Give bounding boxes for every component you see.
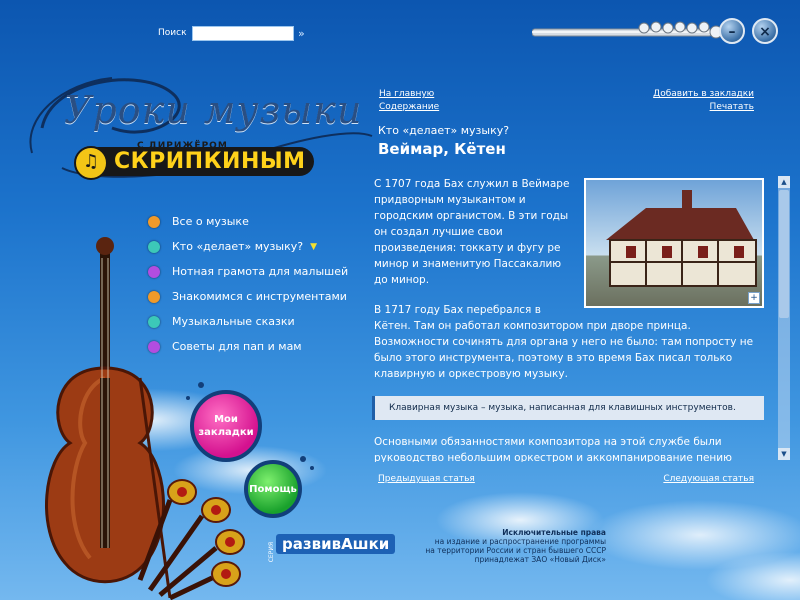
article-paragraph: В 1717 году Бах перебрался в Кётен. Там он работал композитором при дворе принца. Возможности сочинять для органа у него не было: там попросту не было этого инструмента, поэтому в это время Бах писал только клавирную и оркестровую музыку. [374,304,754,380]
article-scrollbar[interactable] [778,176,790,460]
article-paragraph: С 1707 года Бах служил в Веймаре придворным музыкантом и городским органистом. В эти годы он создал лучшие свои произведения: токкату и фугу ре минор и знаменитую Пассакалию до минор. [374,178,570,286]
menu-bullet-icon [148,341,160,353]
logo-subtitle: СКРИПКИНЫМ [84,147,314,176]
search-input[interactable] [192,26,294,41]
help-button[interactable]: Помощь [244,460,302,518]
menu-bullet-icon [148,266,160,278]
add-bookmark-link[interactable]: Добавить в закладки [653,89,754,99]
decoration-dot [310,466,314,470]
music-note-icon: ♫ [74,146,108,180]
contents-link[interactable]: Содержание [379,102,440,112]
menu-item-label: Музыкальные сказки [172,315,295,328]
section-title: Кто «делает» музыку? [378,124,510,137]
menu-item-instruments[interactable] [148,290,347,303]
series-label: СЕРИЯ [268,542,275,563]
scroll-down-arrow-icon[interactable]: ▼ [778,448,790,460]
menu-item-label: Все о музыке [172,215,249,228]
article-body [372,176,764,462]
decoration-dot [186,396,190,400]
definition-box: Клавирная музыка – музыка, написанная для клавишных инструментов. [372,396,764,420]
logo-title: Уроки музыки [64,88,363,132]
rights-line: на издание и распространение программы [434,537,606,546]
menu-item-notation-for-kids[interactable] [148,265,348,278]
search-label: Поиск [158,28,187,38]
logo-subtitle-small: С ДИРИЖЁРОМ [137,141,228,151]
decoration-dot [300,456,306,462]
menu-bullet-icon [148,291,160,303]
copyright-notice [410,528,606,564]
rights-line: принадлежат ЗАО «Новый Диск» [474,555,606,564]
scroll-up-arrow-icon[interactable]: ▲ [778,176,790,188]
series-logo: развивАшки [276,534,395,554]
menu-item-who-makes-music[interactable] [148,240,317,253]
menu-item-label: Нотная грамота для малышей [172,265,349,278]
photo-zoom-icon[interactable]: + [748,292,760,304]
article-title: Веймар, Кётен [378,140,506,158]
decoration-dot [198,382,204,388]
menu-item-label: Кто «делает» музыку? [172,240,304,253]
menu-item-music-tales[interactable] [148,315,295,328]
previous-article-link[interactable]: Предыдущая статья [378,474,475,484]
arrow-down-icon: ▼ [310,241,317,252]
menu-item-parent-tips[interactable] [148,340,302,353]
rights-title: Исключительные права [502,528,606,537]
timber-house-photo-icon [586,180,762,306]
next-article-link[interactable]: Следующая статья [663,474,754,484]
menu-item-label: Знакомимся с инструментами [172,290,347,303]
rights-line: на территории России и стран бывшего СССР [425,546,606,555]
close-button[interactable]: × [752,18,778,44]
my-bookmarks-button[interactable]: Мои закладки [190,390,262,462]
menu-bullet-icon [148,216,160,228]
article-paragraph: Основными обязанностями композитора на этой службе были руководство небольшим оркестром и аккомпанирование пению [374,436,732,462]
menu-item-label: Советы для пап и мам [172,340,302,353]
search-go-button[interactable]: » [298,27,305,40]
minimize-button[interactable]: – [719,18,745,44]
home-link[interactable]: На главную [379,89,435,99]
scroll-thumb[interactable] [779,190,789,318]
menu-item-about-music[interactable] [148,215,249,228]
menu-bullet-icon [148,316,160,328]
flute-decoration [532,13,732,53]
print-link[interactable]: Печатать [709,102,754,112]
menu-bullet-icon [148,241,160,253]
article-photo[interactable] [584,178,764,308]
